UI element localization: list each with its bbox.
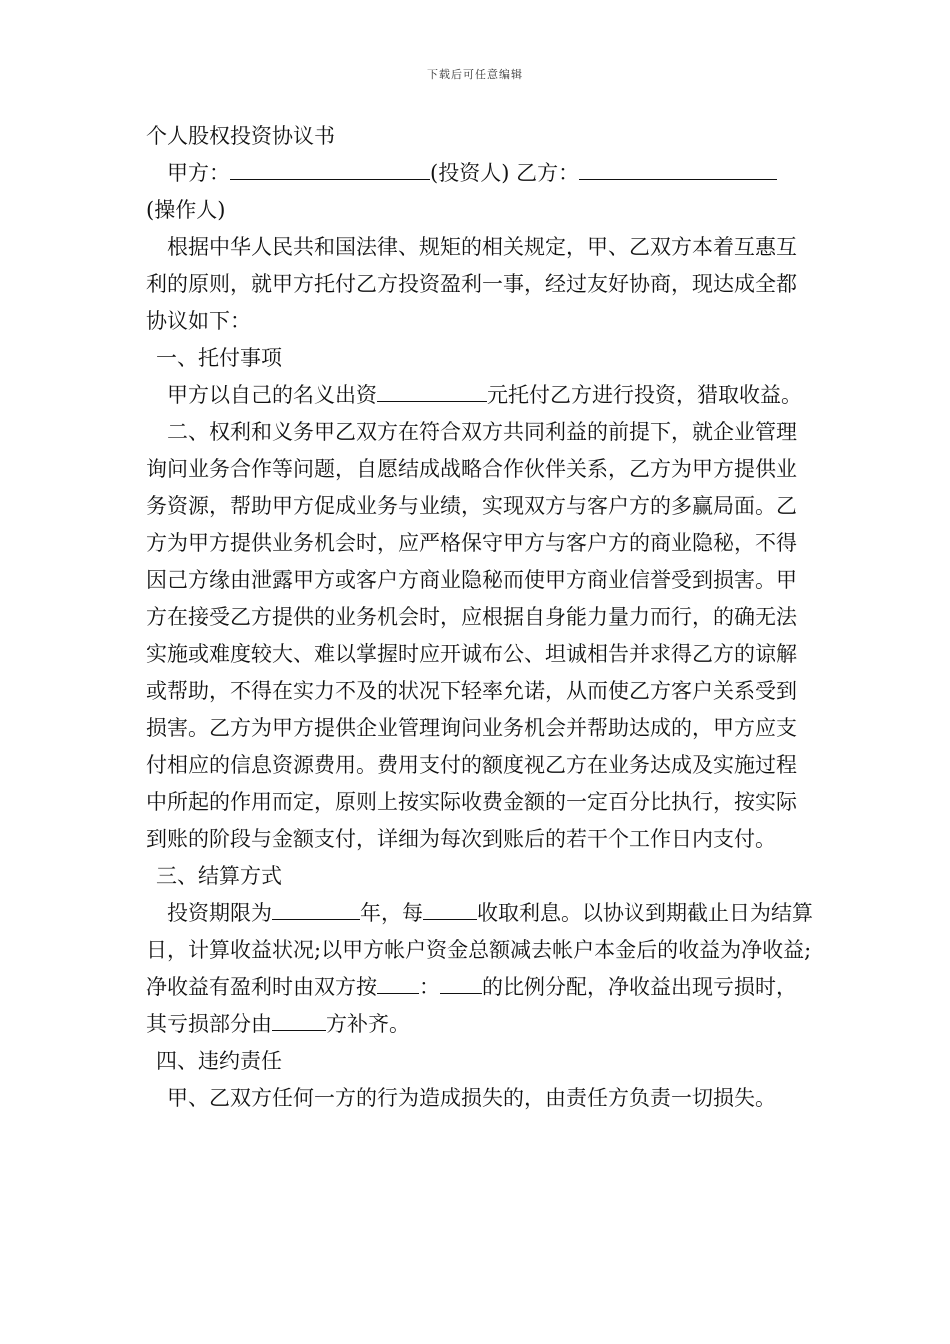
section-1-text-after: 元托付乙方进行投资，猎取收益。 [487, 383, 802, 407]
section-3-text-2: 年，每 [360, 901, 423, 925]
party-b-role: (操作人) [146, 198, 226, 222]
intro-paragraph: 根据中华人民共和国法律、规矩的相关规定，甲、乙双方本着互惠互利的原则，就甲方托付乙方投资盈利一事，经过友好协商，现达成全都协议如下： [146, 235, 797, 333]
party-b-blank [579, 157, 777, 180]
ratio-b-blank [440, 971, 482, 994]
years-blank [272, 897, 360, 920]
interest-period-blank [423, 897, 477, 920]
section-3-text-5: 的比例分配，净收益出现亏损时，其亏损部分由 [146, 975, 797, 1036]
page-header-note: 下载后可任意编辑 [427, 68, 523, 81]
section-3-paragraph [146, 895, 814, 1043]
section-3-text-6: 方补齐。 [326, 1012, 410, 1036]
section-3-text-1: 投资期限为 [167, 901, 272, 925]
parties-line [146, 155, 814, 229]
section-1-heading: 一、托付事项 [156, 346, 282, 370]
loss-party-blank [272, 1008, 326, 1031]
section-1-text-before: 甲方以自己的名义出资 [167, 383, 377, 407]
agreement-document [146, 118, 814, 1117]
section-2-paragraph: 二、权利和义务甲乙双方在符合双方共同利益的前提下，就企业管理询问业务合作等问题，自愿结成战略合作伙伴关系，乙方为甲方提供业务资源，帮助甲方促成业务与业绩，实现双方与客户方的多赢局面。乙方为甲方提供业务机会时，应严格保守甲方与客户方的商业隐秘，不得因己方缘由泄露甲方或客户方商业隐秘而使甲方商业信誉受到损害。甲方在接受乙方提供的业务机会时，应根据自身能力量力而行，的确无法实施或难度较大、难以掌握时应开诚布公、坦诚相告并求得乙方的谅解或帮助，不得在实力不及的状况下轻率允诺，从而使乙方客户关系受到损害。乙方为甲方提供企业管理询问业务机会并帮助达成的，甲方应支付相应的信息资源费用。费用支付的额度视乙方在业务达成及实施过程中所起的作用而定，原则上按实际收费金额的一定百分比执行，按实际到账的阶段与金额支付，详细为每次到账后的若干个工作日内支付。 [146, 420, 797, 851]
party-b-label: 乙方： [516, 161, 580, 185]
section-3-text-3: 收取利息。以协议到期截止日为结算日，计算收益状况;以甲方帐户资金总额减去帐户本金后的收益为净收益;净收益有盈利时由双方按 [146, 901, 813, 999]
section-1-paragraph [146, 377, 814, 414]
amount-blank [377, 379, 487, 402]
document-title: 个人股权投资协议书 [146, 124, 335, 148]
party-a-label: 甲方： [167, 161, 230, 185]
ratio-a-blank [377, 971, 419, 994]
party-a-role: (投资人) [430, 161, 510, 185]
section-4-heading: 四、违约责任 [156, 1049, 282, 1073]
section-3-heading: 三、结算方式 [156, 864, 282, 888]
party-a-blank [230, 157, 430, 180]
section-3-text-4: ： [419, 975, 440, 999]
section-4-paragraph: 甲、乙双方任何一方的行为造成损失的，由责任方负责一切损失。 [167, 1086, 776, 1110]
